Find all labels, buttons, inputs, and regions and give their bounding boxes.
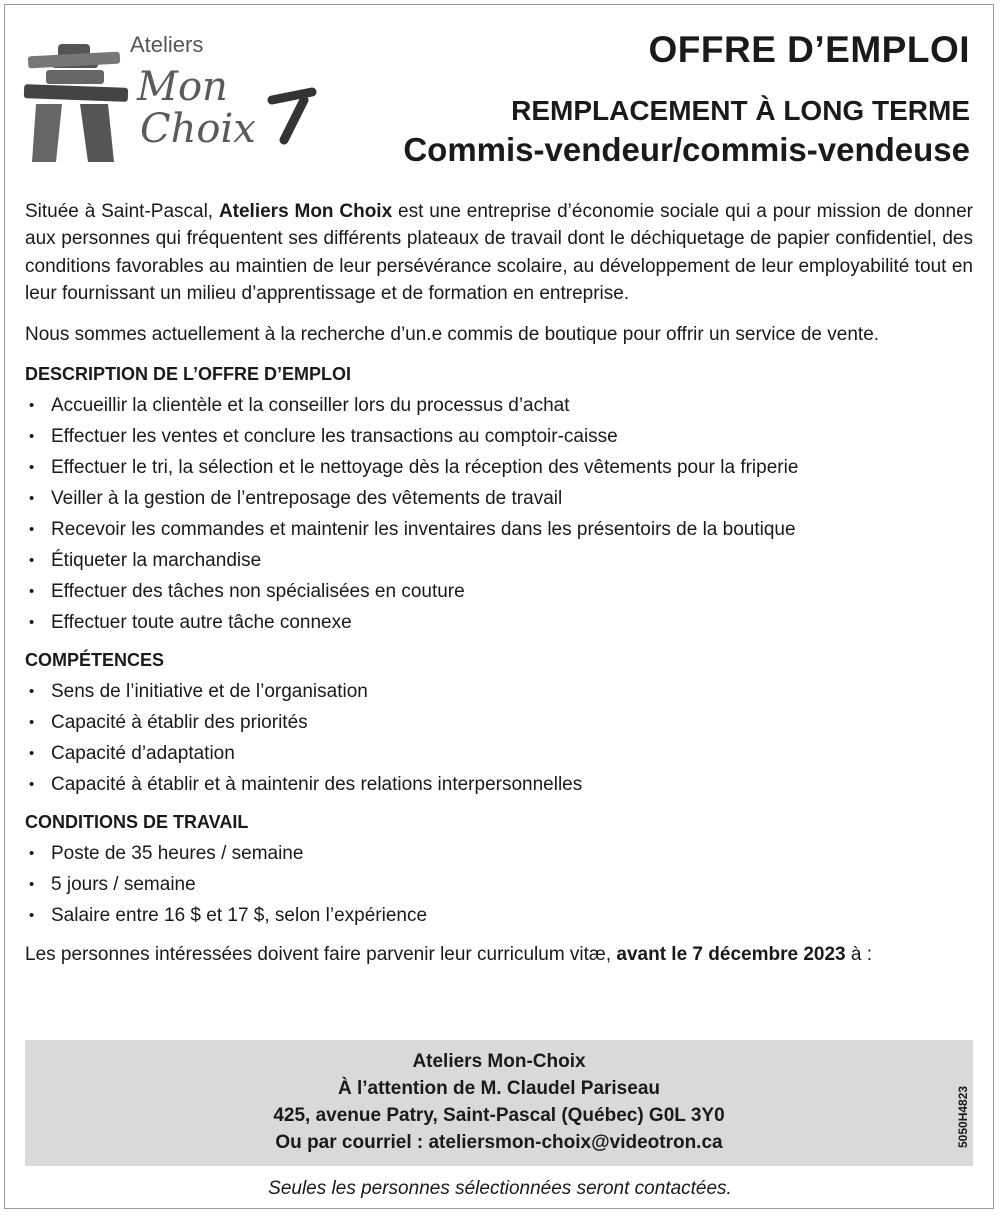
page-subtitle: REMPLACEMENT À LONG TERME [511,95,970,126]
intro-company: Ateliers Mon Choix [218,201,393,222]
logo-text-choix: Choix [140,106,256,152]
logo-text-mon: Mon [137,64,228,110]
list-item: • Capacité d’adaptation [25,738,973,769]
ad-reference-code: 5050H4823 [956,1085,970,1148]
list-item: • Capacité à établir des priorités [25,707,973,738]
contact-name: Ateliers Mon-Choix [412,1051,586,1072]
conditions-title: CONDITIONS DE TRAVAIL [25,812,249,833]
list-item: • Veiller à la gestion de l’entreposage des vêtements de travail [25,483,973,514]
apply-after: à : [845,944,872,966]
header [403,28,970,170]
footer-note: Seules les personnes sélectionnées seront contactées. [268,1178,732,1199]
company-logo [22,30,322,180]
list-item: • Effectuer le tri, la sélection et le nettoyage dès la réception des vêtements pour la friperie [25,452,973,483]
contact-box [25,1040,973,1166]
list-item: • Sens de l’initiative et de l’organisation [25,676,973,707]
logo-text-ateliers: Ateliers [130,32,204,57]
page-title: OFFRE D’EMPLOI [648,29,970,70]
apply-before: Les personnes intéressées doivent faire parvenir leur curriculum vitæ, [25,944,617,966]
list-item: • Étiqueter la marchandise [25,545,973,576]
position-title: Commis-vendeur/commis-vendeuse [403,131,970,168]
list-item: • 5 jours / semaine [25,869,973,900]
description-title: DESCRIPTION DE L’OFFRE D’EMPLOI [25,364,352,385]
skills-list [25,676,973,800]
list-item: • Recevoir les commandes et maintenir les inventaires dans les présentoirs de la boutique [25,514,973,545]
list-item: • Accueillir la clientèle et la conseiller lors du processus d’achat [25,390,973,421]
search-paragraph: Nous sommes actuellement à la recherche d’un.e commis de boutique pour offrir un service de vente. [25,324,880,346]
main-content [25,198,973,969]
list-item: • Effectuer toute autre tâche connexe [25,607,973,638]
list-item: • Effectuer les ventes et conclure les transactions au comptoir-caisse [25,421,973,452]
description-list [25,390,973,638]
apply-instructions [25,941,973,969]
conditions-list [25,838,973,931]
contact-attention: À l’attention de M. Claudel Pariseau [337,1078,660,1099]
intro-paragraph [25,198,973,307]
list-item: • Poste de 35 heures / semaine [25,838,973,869]
contact-email: Ou par courriel : ateliersmon-choix@videotron.ca [275,1132,723,1153]
intro-after: est une entreprise d’économie sociale qui a pour mission de donner aux personnes qui fréquentent ses différents plateaux de travail dont le déchiquetage de papier confidentiel, des conditions favorables au maintien de leur persévérance scolaire, au développement de leur employabilité tout en leur fournissant un milieu d’apprentissage et de formation en entreprise. [25,201,973,304]
contact-address: 425, avenue Patry, Saint-Pascal (Québec) G0L 3Y0 [273,1105,725,1126]
list-item: • Effectuer des tâches non spécialisées en couture [25,576,973,607]
list-item: • Salaire entre 16 $ et 17 $, selon l’expérience [25,900,973,931]
intro-before: Située à Saint-Pascal, [25,201,219,222]
list-item: • Capacité à établir et à maintenir des relations interpersonnelles [25,769,973,800]
apply-deadline: avant le 7 décembre 2023 [616,944,846,966]
skills-title: COMPÉTENCES [25,650,165,671]
